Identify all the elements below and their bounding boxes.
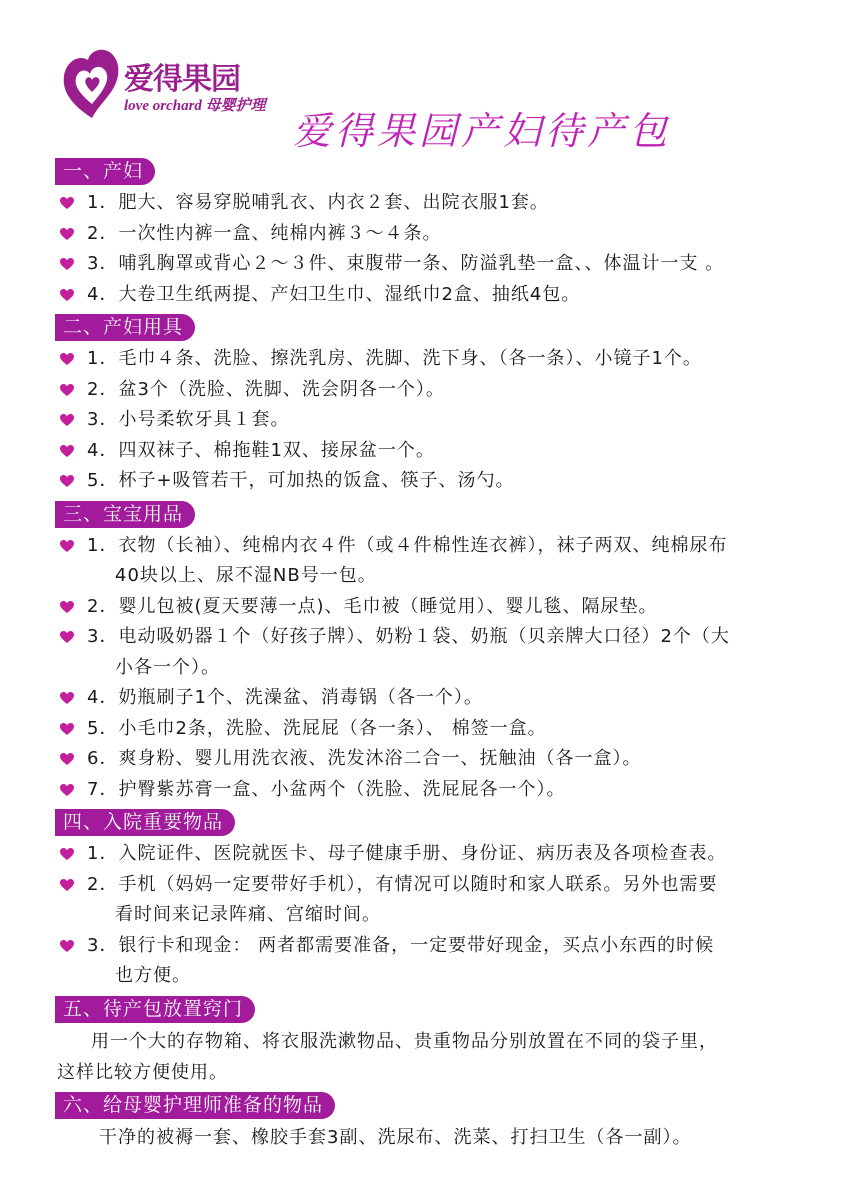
item-text: 3．小号柔软牙具１套。: [87, 409, 290, 430]
section-caregiver-items: [55, 1090, 815, 1153]
brand-logo: [60, 46, 280, 126]
item-text-continued: 看时间来记录阵痛、宫缩时间。: [115, 904, 381, 925]
item-text-continued: 也方便。: [115, 965, 191, 986]
heart-swirl-logo-icon: [60, 46, 124, 122]
logo-chinese-name: 爱得果园: [124, 62, 240, 97]
tips-paragraph: [55, 1026, 815, 1088]
section-baby-supplies: [55, 499, 815, 806]
heart-bullet-icon: [60, 258, 74, 271]
heart-bullet-icon: [60, 879, 74, 892]
item-text: 1．衣物（长袖）、纯棉内衣４件（或４件棉性连衣裤），袜子两双、纯棉尿布: [87, 534, 728, 556]
item-text: 3．哺乳胸罩或背心２～３件、束腹带一条、防溢乳垫一盒、、体温计一支 。: [87, 253, 725, 274]
heart-bullet-icon: [60, 784, 74, 797]
list-item: [55, 622, 815, 683]
heart-bullet-icon: [60, 475, 74, 488]
list-item: [55, 219, 815, 250]
item-text: 4．奶瓶刷子1个、洗澡盆、消毒锅（各一个）。: [87, 687, 483, 708]
list-item: [55, 775, 815, 806]
list-item: [55, 839, 815, 870]
item-text: 1．入院证件、医院就医卡、母子健康手册、身份证、病历表及各项检查表。: [87, 843, 727, 864]
item-text: 4．四双袜子、棉拖鞋1双、接尿盆一个。: [87, 439, 435, 461]
item-text: 1．毛巾４条、洗脸、擦洗乳房、洗脚、洗下身、（各一条）、小镜子1个。: [87, 348, 702, 369]
section-mother-supplies: [55, 312, 815, 497]
list-item: [55, 870, 815, 931]
heart-bullet-icon: [60, 692, 74, 705]
list-item: [55, 344, 815, 375]
heart-bullet-icon: [60, 631, 74, 644]
list-item: [55, 280, 815, 311]
list-item: [55, 592, 815, 623]
page-title: 爱得果园产妇待产包: [293, 109, 672, 153]
item-text: 1．肥大、容易穿脱哺乳衣、内衣２套、出院衣服1套。: [87, 192, 549, 213]
heart-bullet-icon: [60, 601, 74, 614]
item-text: 2．婴儿包被(夏天要薄一点)、毛巾被（睡觉用）、婴儿毯、隔尿垫。: [87, 595, 658, 617]
list-item: [55, 188, 815, 219]
heart-bullet-icon: [60, 289, 74, 302]
item-text: 3．电动吸奶器１个（好孩子牌）、奶粉１袋、奶瓶（贝亲牌大口径）2个（大: [87, 626, 730, 647]
item-text: 2．手机（妈妈一定要带好手机），有情况可以随时和家人联系。另外也需要: [87, 873, 718, 895]
item-text: 5．小毛巾2条，洗脸、洗屁屁（各一条）、 棉签一盒。: [87, 717, 547, 739]
section-header: 三、宝宝用品: [55, 501, 195, 528]
list-item: [55, 249, 815, 280]
item-text: 4．大卷卫生纸两提、产妇卫生巾、湿纸巾2盒、抽纸4包。: [87, 283, 581, 305]
list-item: [55, 436, 815, 467]
item-text: 6．爽身粉、婴儿用洗衣液、洗发沐浴二合一、抚触油（各一盒）。: [87, 748, 642, 769]
heart-bullet-icon: [60, 723, 74, 736]
item-text: 2．一次性内裤一盒、纯棉内裤３～４条。: [87, 222, 442, 244]
list-item: [55, 714, 815, 745]
section-mother: [55, 156, 815, 310]
list-item: [55, 531, 815, 592]
section-packing-tips: [55, 994, 815, 1088]
section-hospital-essentials: [55, 807, 815, 992]
item-text: 7．护臀紫苏膏一盒、小盆两个（洗脸、洗屁屁各一个）。: [87, 778, 566, 800]
list-item: [55, 744, 815, 775]
item-text-continued: 40块以上、尿不湿NB号一包。: [115, 565, 377, 586]
section-header: 六、给母婴护理师准备的物品: [55, 1092, 335, 1119]
list-item: [55, 466, 815, 497]
list-item: [55, 931, 815, 992]
heart-bullet-icon: [60, 753, 74, 766]
list-item: [55, 405, 815, 436]
checklist-content: [55, 156, 815, 1155]
heart-bullet-icon: [60, 197, 74, 210]
section-header: 一、产妇: [55, 158, 155, 185]
list-item: [55, 375, 815, 406]
heart-bullet-icon: [60, 540, 74, 553]
tips-text-line2: 这样比较方便使用。: [57, 1061, 228, 1083]
heart-bullet-icon: [60, 353, 74, 366]
heart-bullet-icon: [60, 445, 74, 458]
section-header: 二、产妇用具: [55, 314, 195, 341]
item-text: 5．杯子+吸管若干，可加热的饭盒、筷子、汤勺。: [87, 470, 515, 491]
logo-english-name: love orchard 母婴护理: [124, 98, 266, 114]
list-item: [55, 683, 815, 714]
heart-bullet-icon: [60, 228, 74, 241]
section-header: 五、待产包放置窍门: [55, 996, 255, 1023]
item-text-continued: 小各一个）。: [115, 656, 220, 678]
heart-bullet-icon: [60, 414, 74, 427]
heart-bullet-icon: [60, 940, 74, 953]
heart-bullet-icon: [60, 384, 74, 397]
section-header: 四、入院重要物品: [55, 809, 235, 836]
item-text: 2．盆3个（洗脸、洗脚、洗会阴各一个）。: [87, 378, 445, 400]
item-text: 3．银行卡和现金： 两者都需要准备，一定要带好现金，买点小东西的时候: [87, 934, 715, 956]
caregiver-items-text: 干净的被褥一套、橡胶手套3副、洗尿布、洗菜、打扫卫生（各一副）。: [99, 1126, 692, 1148]
heart-bullet-icon: [60, 848, 74, 861]
tips-text-line1: 用一个大的存物箱、将衣服洗漱物品、贵重物品分别放置在不同的袋子里，: [91, 1030, 718, 1052]
